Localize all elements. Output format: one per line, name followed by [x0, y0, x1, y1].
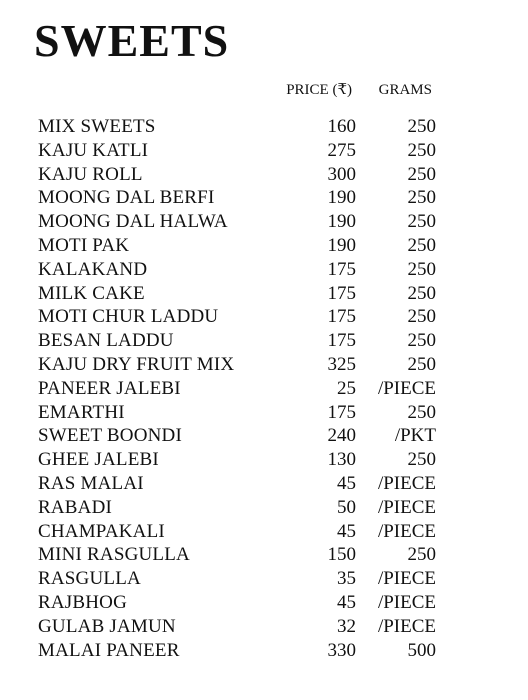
item-price: 330: [327, 639, 356, 661]
column-header: [0, 80, 528, 100]
menu-item-row: [0, 139, 528, 163]
item-name: RAJBHOG: [38, 591, 128, 613]
item-name: RAS MALAI: [38, 472, 144, 494]
item-grams: 250: [407, 544, 436, 566]
item-grams: /PIECE: [377, 615, 436, 637]
item-grams: 500: [407, 639, 436, 661]
item-price: 325: [327, 353, 356, 375]
menu-item-row: [0, 401, 528, 425]
item-name: GULAB JAMUN: [38, 615, 176, 637]
item-name: CHAMPAKALI: [38, 520, 165, 542]
item-name: KAJU DRY FRUIT MIX: [38, 353, 235, 375]
item-grams: 250: [407, 139, 436, 161]
item-grams: 250: [407, 282, 436, 304]
item-price: 300: [327, 163, 356, 185]
menu-item-row: [0, 329, 528, 353]
item-grams: 250: [407, 211, 436, 233]
price-column-header: PRICE (₹): [286, 82, 352, 98]
item-grams: 250: [407, 449, 436, 471]
item-name: KAJU ROLL: [38, 163, 143, 185]
item-price: 240: [327, 425, 356, 447]
menu-list: [0, 115, 528, 662]
item-grams: /PKT: [394, 425, 436, 447]
menu-item-row: [0, 567, 528, 591]
item-grams: /PIECE: [377, 520, 436, 542]
item-name: MIX SWEETS: [38, 116, 156, 137]
item-price: 32: [337, 615, 356, 637]
item-grams: 250: [407, 258, 436, 280]
item-name: MOTI PAK: [38, 234, 130, 256]
item-price: 190: [327, 187, 356, 209]
item-price: 190: [327, 234, 356, 256]
item-grams: 250: [407, 187, 436, 209]
item-name: RASGULLA: [38, 568, 141, 590]
item-grams: 250: [407, 401, 436, 423]
item-price: 160: [327, 116, 356, 137]
menu-item-row: [0, 639, 528, 663]
item-price: 50: [337, 496, 356, 518]
item-grams: /PIECE: [377, 591, 436, 613]
item-price: 130: [327, 449, 356, 471]
item-grams: 250: [407, 306, 436, 328]
menu-item-row: [0, 186, 528, 210]
item-price: 275: [327, 139, 356, 161]
menu-item-row: [0, 282, 528, 306]
menu-item-row: [0, 234, 528, 258]
item-price: 45: [337, 591, 356, 613]
item-name: RABADI: [38, 496, 113, 518]
item-name: BESAN LADDU: [38, 330, 174, 352]
item-grams: 250: [407, 330, 436, 352]
menu-item-row: [0, 591, 528, 615]
item-name: MINI RASGULLA: [38, 544, 190, 566]
grams-column-header: GRAMS: [378, 82, 432, 98]
item-grams: /PIECE: [377, 496, 436, 518]
item-grams: /PIECE: [377, 472, 436, 494]
item-price: 45: [337, 520, 356, 542]
item-price: 175: [327, 401, 356, 423]
menu-item-row: [0, 448, 528, 472]
item-name: MOONG DAL HALWA: [38, 211, 228, 233]
item-name: MALAI PANEER: [38, 639, 180, 661]
menu-item-row: [0, 615, 528, 639]
menu-item-row: [0, 520, 528, 544]
item-price: 175: [327, 306, 356, 328]
item-price: 35: [337, 568, 356, 590]
menu-item-row: [0, 258, 528, 282]
item-name: MOONG DAL BERFI: [38, 187, 215, 209]
item-grams: 250: [407, 116, 436, 137]
item-name: MOTI CHUR LADDU: [38, 306, 219, 328]
menu-item-row: [0, 210, 528, 234]
item-name: SWEET BOONDI: [38, 425, 183, 447]
item-price: 25: [337, 377, 356, 399]
item-price: 150: [327, 544, 356, 566]
item-grams: 250: [407, 163, 436, 185]
menu-item-row: [0, 472, 528, 496]
menu-item-row: [0, 115, 528, 139]
menu-item-row: [0, 377, 528, 401]
page-title: SWEETS: [34, 15, 230, 66]
menu-item-row: [0, 543, 528, 567]
item-grams: 250: [407, 353, 436, 375]
item-name: EMARTHI: [38, 401, 125, 423]
item-grams: /PIECE: [377, 377, 436, 399]
item-name: GHEE JALEBI: [38, 449, 159, 471]
item-name: MILK CAKE: [38, 282, 145, 304]
item-grams: /PIECE: [377, 568, 436, 590]
item-price: 175: [327, 282, 356, 304]
menu-item-row: [0, 163, 528, 187]
item-name: KAJU KATLI: [38, 139, 149, 161]
menu-item-row: [0, 305, 528, 329]
item-name: PANEER JALEBI: [38, 377, 181, 399]
item-price: 175: [327, 330, 356, 352]
menu-item-row: [0, 353, 528, 377]
item-grams: 250: [407, 234, 436, 256]
item-name: KALAKAND: [38, 258, 148, 280]
item-price: 175: [327, 258, 356, 280]
item-price: 190: [327, 211, 356, 233]
menu-item-row: [0, 496, 528, 520]
menu-item-row: [0, 424, 528, 448]
item-price: 45: [337, 472, 356, 494]
